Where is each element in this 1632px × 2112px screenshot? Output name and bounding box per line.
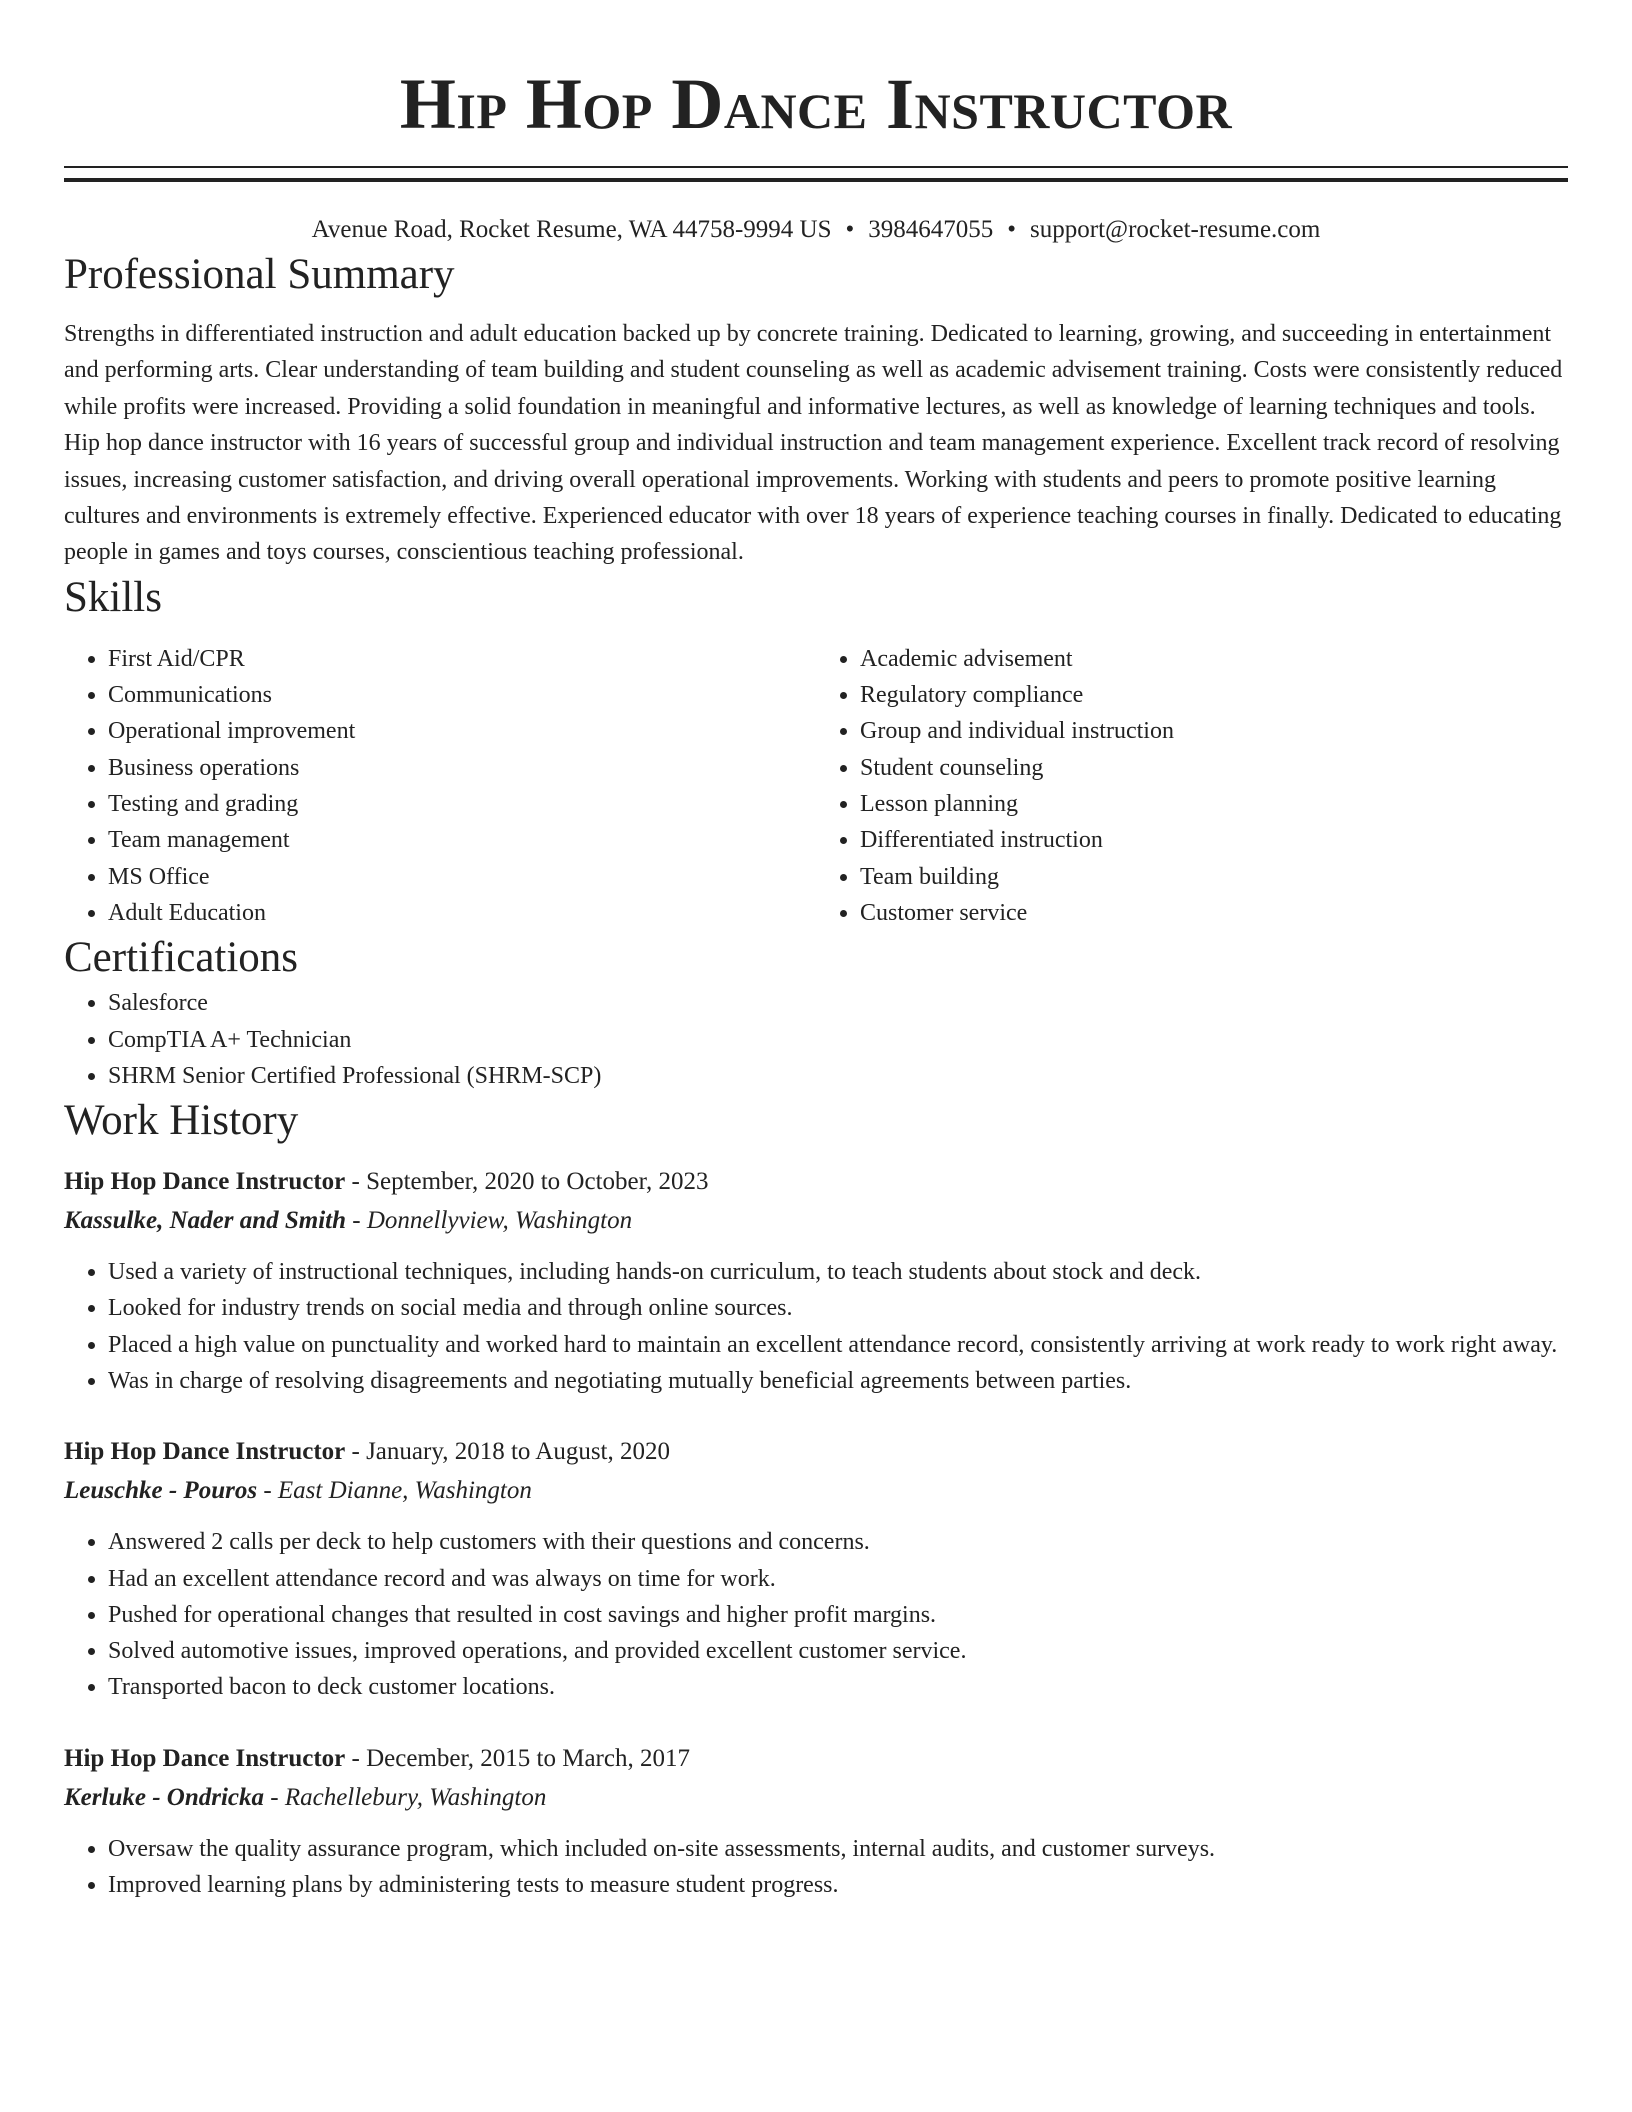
job-role: Hip Hop Dance Instructor	[64, 1438, 346, 1466]
job-company-line: Leuschke - Pouros - East Dianne, Washington	[64, 1477, 532, 1505]
job-company: Leuschke - Pouros	[64, 1477, 258, 1505]
contact-email: support@rocket-resume.com	[1030, 216, 1321, 243]
skill-item: • Testing and grading	[108, 786, 816, 822]
job-entry	[64, 1162, 1568, 1399]
contact-phone: 3984647055	[868, 216, 994, 243]
skill-item: • Business operations	[108, 750, 816, 786]
job-bullet: • Pushed for operational changes that resulted in cost savings and higher profit margins.	[108, 1597, 1568, 1633]
job-dates: September, 2020 to October, 2023	[366, 1168, 709, 1196]
resume-title: Hip Hop Dance Instructor	[399, 64, 1233, 144]
job-dates: December, 2015 to March, 2017	[366, 1744, 690, 1772]
job-bullets	[64, 1831, 1568, 1904]
skill-item: • Operational improvement	[108, 713, 816, 749]
summary-text: Strengths in differentiated instruction and adult education backed up by concrete training. Dedicated to learning, growing, and succeeding in entertainment and performing arts. Clear understanding of team building and student counseling as well as academic advisement training. Costs were consistently reduced while profits were increased. Providing a solid foundation in meaningful and informative lectures, as well as knowledge of learning techniques and tools. Hip hop dance instructor with 16 years of successful group and individual instruction and team management experience. Excellent track record of resolving issues, increasing customer satisfaction, and driving overall operational improvements. Working with students and peers to promote positive learning cultures and environments is extremely effective. Experienced educator with over 18 years of experience teaching courses in finally. Dedicated to educating people in games and toys courses, conscientious teaching professional.	[64, 321, 1563, 566]
skill-item: • Academic advisement	[860, 641, 1568, 677]
skill-item: • Customer service	[860, 895, 1568, 931]
job-entry	[64, 1432, 1568, 1705]
job-bullet: • Used a variety of instructional techniques, including hands-on curriculum, to teach students about stock and deck.	[108, 1254, 1568, 1290]
certification-item: • CompTIA A+ Technician	[108, 1022, 1568, 1058]
job-bullets	[64, 1254, 1568, 1399]
skill-item: • Group and individual instruction	[860, 713, 1568, 749]
certifications-heading: Certifications	[64, 934, 299, 982]
skill-item: • Adult Education	[108, 895, 816, 931]
skill-item: • Lesson planning	[860, 786, 1568, 822]
skill-item: • MS Office	[108, 859, 816, 895]
skills-list-right	[816, 641, 1568, 931]
work-history-heading: Work History	[64, 1097, 299, 1145]
job-company: Kerluke - Ondricka	[64, 1783, 264, 1811]
job-bullet: • Was in charge of resolving disagreements and negotiating mutually beneficial agreements between parties.	[108, 1363, 1568, 1399]
job-dates: January, 2018 to August, 2020	[366, 1438, 670, 1466]
job-bullet: • Looked for industry trends on social media and through online sources.	[108, 1290, 1568, 1326]
summary-heading: Professional Summary	[64, 251, 455, 298]
skill-item: • First Aid/CPR	[108, 641, 816, 677]
title-divider	[64, 166, 1568, 182]
skills-heading: Skills	[64, 573, 162, 621]
job-company: Kassulke, Nader and Smith	[64, 1207, 347, 1235]
skill-item: • Team management	[108, 822, 816, 858]
skills-columns	[64, 641, 1568, 931]
certification-item: • Salesforce	[108, 985, 1568, 1021]
skill-item: • Student counseling	[860, 750, 1568, 786]
job-bullet: • Transported bacon to deck customer locations.	[108, 1669, 1568, 1705]
skills-list-left	[64, 641, 816, 931]
certification-item: • SHRM Senior Certified Professional (SHRM-SCP)	[108, 1058, 1568, 1094]
skill-item: • Regulatory compliance	[860, 677, 1568, 713]
job-company-line: Kerluke - Ondricka - Rachellebury, Washington	[64, 1783, 547, 1811]
job-entry	[64, 1739, 1568, 1904]
skill-item: • Communications	[108, 677, 816, 713]
job-bullet: • Solved automotive issues, improved operations, and provided excellent customer service.	[108, 1633, 1568, 1669]
certifications-list	[64, 985, 1568, 1094]
job-title-line: Hip Hop Dance Instructor - December, 2015 to March, 2017	[64, 1744, 690, 1772]
job-bullet: • Had an excellent attendance record and was always on time for work.	[108, 1561, 1568, 1597]
skill-item: • Differentiated instruction	[860, 822, 1568, 858]
contact-line	[64, 212, 1568, 248]
job-title-line: Hip Hop Dance Instructor - September, 2020 to October, 2023	[64, 1168, 709, 1196]
job-bullet: • Placed a high value on punctuality and worked hard to maintain an excellent attendance record, consistently arriving at work ready to work right away.	[108, 1327, 1568, 1363]
job-bullet: • Oversaw the quality assurance program, which included on-site assessments, internal audits, and customer surveys.	[108, 1831, 1568, 1867]
job-location: Rachellebury, Washington	[284, 1783, 547, 1811]
contact-address: Avenue Road, Rocket Resume, WA 44758-9994 US	[311, 216, 832, 243]
job-role: Hip Hop Dance Instructor	[64, 1168, 346, 1196]
skill-item: • Team building	[860, 859, 1568, 895]
job-role: Hip Hop Dance Instructor	[64, 1744, 346, 1772]
resume-content	[64, 0, 1568, 1903]
contact-separator: •	[1007, 216, 1017, 243]
job-bullets	[64, 1524, 1568, 1705]
contact-separator: •	[845, 216, 855, 243]
job-title-line: Hip Hop Dance Instructor - January, 2018 to August, 2020	[64, 1438, 670, 1466]
job-bullet: • Answered 2 calls per deck to help customers with their questions and concerns.	[108, 1524, 1568, 1560]
job-bullet: • Improved learning plans by administering tests to measure student progress.	[108, 1867, 1568, 1903]
job-location: East Dianne, Washington	[277, 1477, 532, 1505]
job-company-line: Kassulke, Nader and Smith - Donnellyview, Washington	[64, 1207, 633, 1235]
job-location: Donnellyview, Washington	[366, 1207, 633, 1235]
